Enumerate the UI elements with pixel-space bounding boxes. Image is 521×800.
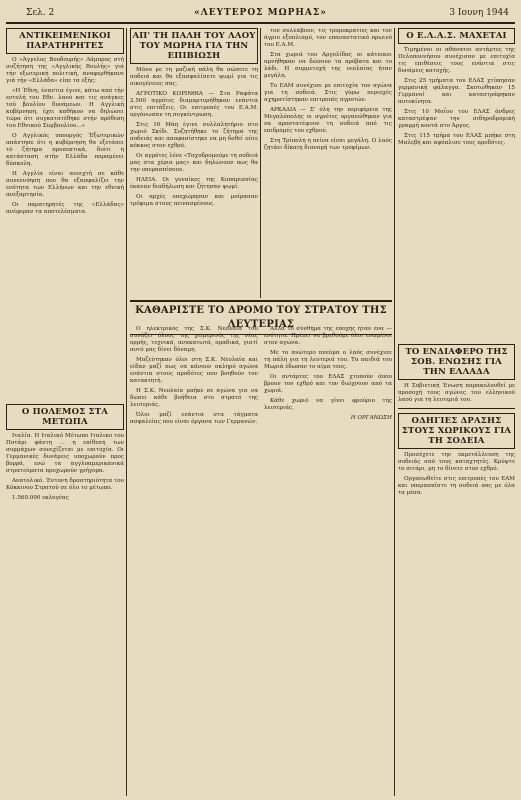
article-paragraph: Η Σοβιετική Ένωση παρακολουθεί με προσοχή τους αγώνες του ελληνικού λαού για τη λευτεριά του. (398, 383, 515, 403)
article-paragraph: τον συλλάβουν, τις τρομοκρατίες και τον άγριο εξοπλισμό, τον επαναστατικό πρωινό του Ε.Α.Μ. (264, 28, 392, 48)
article-paragraph: Ο Αγγλικός υπουργός Έξωτερικών απάντησε ότι η κυβέρνηση θα εξετάσει τό ζήτημα προσεκτικά, διότι η κατάσταση στήν Ελλάδα παραμένει δύσκολη. (6, 133, 124, 167)
newspaper-page (6, 4, 515, 796)
article-paragraph: Στις 25 τμήματα του ΕΛΑΣ χτύπησαν γερμανική φάλαγγα. Σκοτώθηκαν 15 Γερμανοί και καταστράφηκαν αυτοκίνητα. (398, 78, 515, 105)
newspaper-name: «ΛΕΥΤΕΡΟΣ ΜΩΡΗΑΣ» (194, 8, 327, 18)
article-paragraph: Στα χωριά του Αργολίδας οι κάτοικοι αρνήθηκαν να δώσουν τα πρόβατα και το λάδι. Η συμμετοχή της νεολαίας ήταν μεγάλη. (264, 52, 392, 79)
article-paragraph: Η Σ.Κ. Νεολαία μπήκε σε αγώνα για να δώσει κάθε βοήθεια στο στρατό της λευτεριάς. (130, 388, 258, 408)
article-paragraph: Οργανωθείτε στις επιτροπές του ΕΑΜ και υπερασπίστε τη σοδειά σας με όλα τα μέσα. (398, 476, 515, 496)
wide-headline: ΚΑΘΑΡΙΣΤΕ ΤΟ ΔΡΟΜΟ ΤΟΥ ΣΤΡΑΤΟΥ ΤΗΣ ΛΕΥΤΕΡΙΑΣ (135, 305, 387, 330)
column-rule (260, 28, 261, 298)
column-3 (264, 28, 392, 296)
article-paragraph: Το ΕΑΜ συνέχισε με επιτυχία τον αγώνα για τη σοδειά. Στις γύρω περιοχές σχηματίστηκαν επιτροπές αγροτών. (264, 83, 392, 103)
article-paragraph: Η Αγγλία είναι ανοιχτή σε κάθε συνεννόηση που θα εξασφαλίζει την ενότητα των Ελλήνων και την εθνική ανεξαρτησία. (6, 171, 124, 198)
article-paragraph: Τιμημένοι οι αθάνατοι αντάρτες της Πελοποννήσου συνέχισαν με επιτυχία τις επιθέσεις τους ενάντια στις δυνάμεις κατοχής. (398, 47, 515, 74)
column-rule (126, 28, 127, 796)
article-paragraph: Ανατολικό. Έντονη δραστηριότητα του Κόκκινου Στρατού σε όλο το μέτωπο. (6, 478, 124, 491)
column-4 (398, 28, 515, 338)
article-paragraph: Στη Τρίπολη η πείνα είναι μεγάλη. Ο λαός ζητάει δίκαιη διανομή των τροφίμων. (264, 138, 392, 151)
article-paragraph: Με το ανώτερο πνεύμα ο λαός συνέχισε τη πάλη για τη λευτεριά του. Τα παιδιά του Μωριά έδωσαν το αίμα τους. (264, 350, 392, 370)
article-signature: Η ΟΡΓΑΝΩΣΗ (350, 415, 392, 421)
article-paragraph: Οι αρχές υποχώρησαν και μοίρασαν τρόφιμα στους πεινασμένους. (130, 194, 258, 207)
column-2 (130, 28, 258, 296)
article-paragraph: ΑΓΡΟΤΙΚΟ ΚΟΡΙΝΘΙΑ — Στα Ραφάτα 2.500 αγρότες διαμαρτυρήθηκαν ενάντια στις επιτάξεις. Οι επιτροπές του Ε.Α.Μ. οργάνωσαν τη συγκέντρωση. (130, 91, 258, 118)
column-rule (394, 28, 395, 796)
divider (398, 408, 515, 409)
article-paragraph: Ο «Άγγελος Βουδουρής» Λάμπρος στή συζήτηση της «Αγγλικής Βουλής» γιά τήν εξωτερική πολιτική, αναφερθήκανε γιά τήν «Ελλάδα» είπε τα εξής: (6, 57, 124, 84)
article-paragraph: Αλλά το σύνθημα της εποχής ήταν ένα — ενότητα. Πρέπει να βρεθούμε όλοι ενωμένοι στον αγώνα. (264, 326, 392, 346)
wide-article-left (130, 326, 258, 796)
article-paragraph: ΗΛΕΙΑ. Οι γυναίκες της Κυπαρισσίας έκαναν διαδήλωση και ζήτησαν ψωμί. (130, 177, 258, 190)
article-title: Ο ΠΟΛΕΜΟΣ ΣΤΑ ΜΕΤΩΠΑ (6, 404, 124, 430)
article-paragraph: Στις 10 Μαΐου του ΕΛΑΣ άνδρες καταστρέψαν την σιδηροδρομική γραμμή κοντά στο Άργος. (398, 109, 515, 129)
article-paragraph: Προσέχετε την εκμετάλλευση της σοδειάς από τους καταχτητές. Κρύψτε το σιτάρι, μη το δίνετε στον εχθρό. (398, 452, 515, 472)
article-title: ΑΠ' ΤΗ ΠΑΛΗ ΤΟΥ ΛΑΟΥ ΤΟΥ ΜΩΡΗΑ ΓΙΑ ΤΗΝ ΕΠΙΒΙΩΣΗ (130, 28, 258, 64)
page-number: Σελ. 2 (26, 8, 55, 18)
article-paragraph: Μόνο με τη μαζική πάλη θα σώσετε τη σοδειά και θα εξασφαλίσετε ψωμί για τις οικογένειες σας. (130, 67, 258, 87)
column-4-lower (398, 344, 515, 796)
article-paragraph: Οι αγρότες λένε «Ταχυδρομούμε τη σοδειά μας στα χέρια μας» και δηλώνουν πως θα την υπερασπίσουν. (130, 153, 258, 173)
column-1-lower (6, 404, 124, 796)
article-paragraph: Ο ηλεκτρικός της Σ.Κ. Νεολαία του συνάζει όλους της χειμερινός της νέας ορμής, τεχνικά, ανακατωτά, ομαδικά, γιατί αυτό μας δίνει δύναμη. (130, 326, 258, 353)
article-title: ΤΟ ΕΝΔΙΑΦΕΡΟ ΤΗΣ ΣΟΒ. ΕΝΩΣΗΣ ΓΙΑ ΤΗΝ ΕΛΛΑΔΑ (398, 344, 515, 380)
article-paragraph: Ιταλία. Η Ιταλικό Μέτωπο Ιταλικο του Ποτάμι φάντη ... η επίθεση των συμμάχων συνεχίζεται με επιτυχία. Οι Γερμανικές δυνάμεις υποχωρούν προς βορρά, ενώ τα αγγλοαμερικανικά στρατεύματα προχωρούν γρήγορα. (6, 433, 124, 474)
article-paragraph: Όλοι μαζί ενάντια στα τάγματα ασφαλείας που είναι όργανα των Γερμανών. (130, 412, 258, 425)
article-paragraph: Οι παρατηρητές της «Ελλάδας» ανέφεραν τα αποτελέσματα. (6, 202, 124, 215)
wide-article-right (264, 326, 392, 796)
article-paragraph: Στις 115 τμήμα του ΕΛΑΣ μπήκε στη Μαλεβή και αφόπλισε τους προδότες. (398, 133, 515, 146)
article-title: ΑΝΤΙΚΕΙΜΕΝΙΚΟΙ ΠΑΡΑΤΗΡΗΤΕΣ (6, 28, 124, 54)
article-paragraph: ΑΡΚΑΔΙΑ — Σ' όλη την περιφέρεια της Μεγαλόπολης οι αγρότες οργανώθηκαν για να προστατέψουν τη σοδειά από τις επιδρομές του εχθρού. (264, 107, 392, 134)
article-paragraph: «Η Έθνη, έναντια έγινε, κάτω από τήν εντολή του Εθν. λαού και τις ανάγκες τού βουλίου δυνάμεων. Η Αγγλική κυβέρνηση, έχει καθήκον να δηλώσει τώρα ότι συγκατατέθηκε στήν πρόθεση του Εθνικού Συμβουλίου...» (6, 88, 124, 129)
column-1 (6, 28, 124, 400)
article-title: ΟΔΗΓΙΕΣ ΔΡΑΣΗΣ ΣΤΟΥΣ ΧΩΡΙΚΟΥΣ ΓΙΑ ΤΗ ΣΟΔΕΙΑ (398, 413, 515, 449)
article-paragraph: Μαζεύτηκαν όλοι στη Σ.Κ. Νεολαία και είδαν μαζί πως να κάνουν σκληρό αγώνα ενάντια στους προδότες που βοηθούν τον κατακτητή. (130, 357, 258, 384)
article-paragraph: Κάθε χωριό να γίνει φρούριο της λευτεριάς. (264, 398, 392, 411)
issue-date: 3 Ιουνη 1944 (449, 8, 509, 18)
article-paragraph: 1.560.000 εκλογέας (12, 495, 69, 501)
article-title: Ο Ε.Λ.Α.Σ. ΜΑΧΕΤΑΙ (398, 28, 515, 44)
masthead (6, 4, 515, 24)
article-paragraph: Στις 16 Μάη έγινε συλλαλητήριο στο χωριό Σκίδι. Συζητήθηκε το ζήτημα της σοδειάς και αποφασίστηκε να μη δοθεί ούτε κόκκος στον εχθρό. (130, 122, 258, 149)
article-paragraph: Οι αντάρτες του ΕΛΑΣ χτυπούν όπου βρουν τον εχθρό και τον διώχνουν από τα χωριά. (264, 374, 392, 394)
